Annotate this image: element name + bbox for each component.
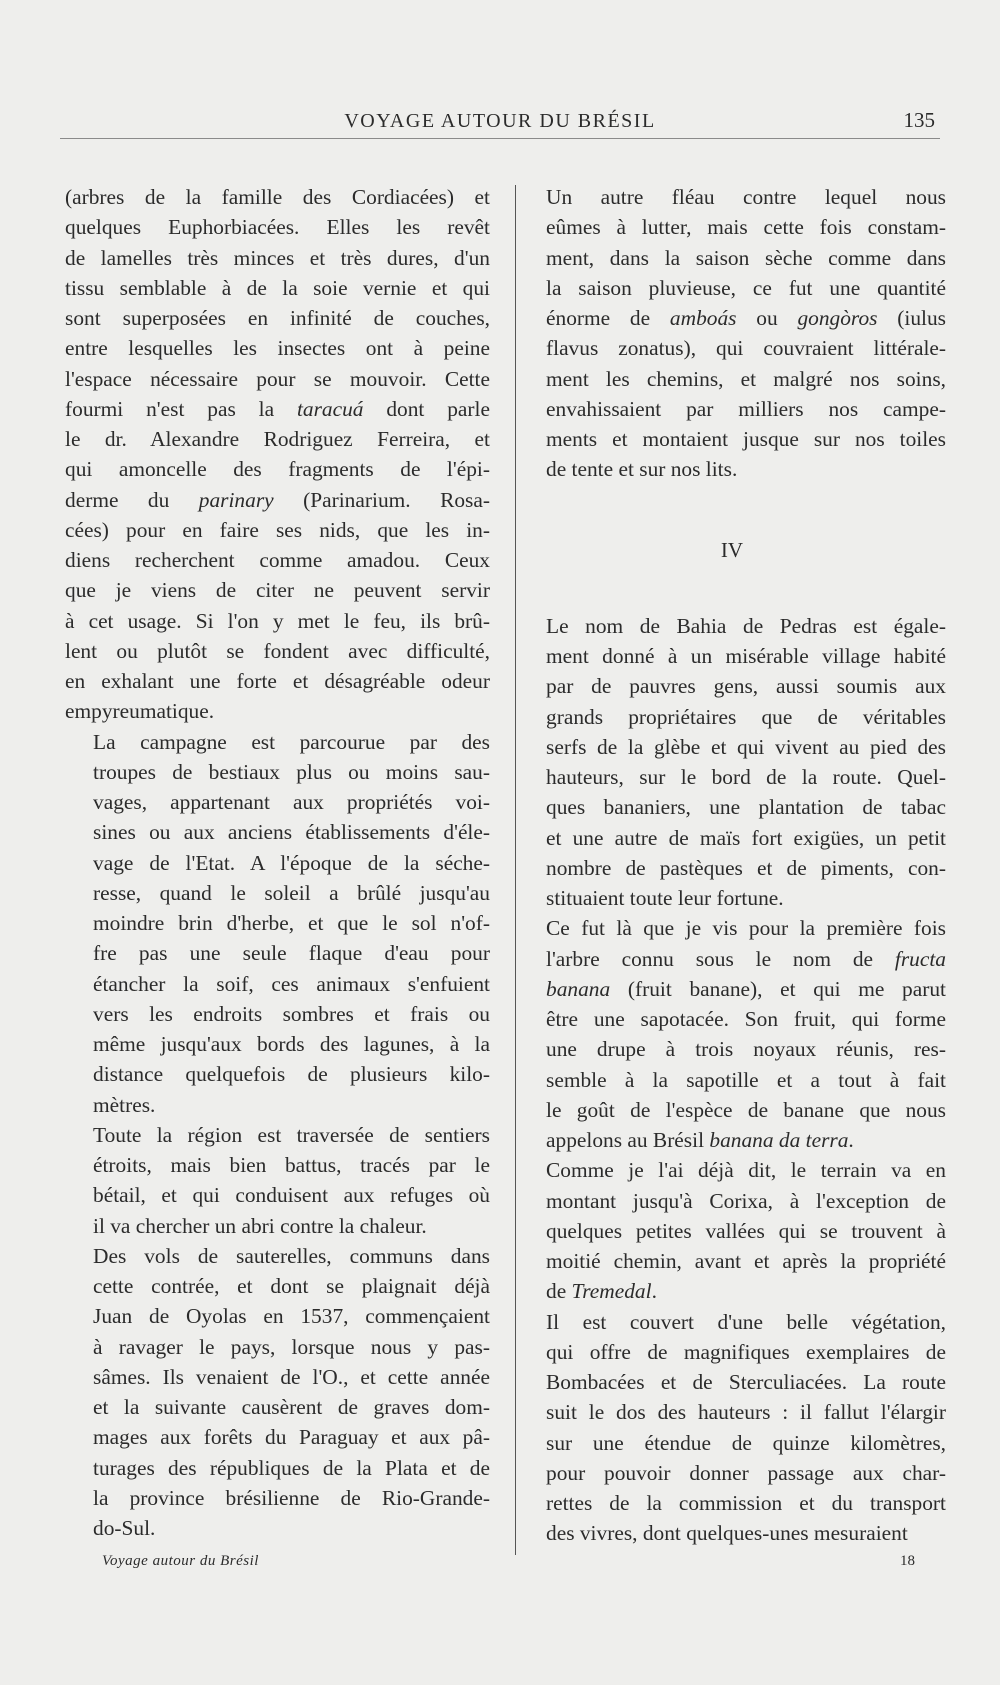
text-line: empyreumatique. <box>65 699 215 724</box>
text-line: troupes de bestiaux plus ou moins sau- <box>93 759 490 784</box>
text-line: étroits, mais bien battus, tracés par le <box>93 1153 490 1177</box>
paragraph <box>518 1307 946 1549</box>
text-line: turages des républiques de la Plata et de <box>93 1455 490 1480</box>
text-line: flavus zonatus), qui couvraient littérale- <box>546 336 946 361</box>
text-line: rettes de la commission et du transport <box>546 1491 946 1515</box>
text-line: étancher la soif, ces animaux s'enfuient <box>93 971 490 996</box>
text-line: cette contrée, et dont se plaignait déjà <box>93 1274 490 1298</box>
text-line: lent ou plutôt se fondent avec difficulté, <box>65 638 490 663</box>
text-line: La campagne est parcourue par des <box>93 729 490 754</box>
right-column <box>518 182 946 1549</box>
text-line: fre pas une seule flaque d'eau pour <box>93 941 490 966</box>
paragraph <box>65 727 490 1120</box>
text-line: il va chercher un abri contre la chaleur. <box>93 1213 427 1238</box>
text-line: par de pauvres gens, aussi soumis aux <box>546 674 946 699</box>
paragraph <box>65 1241 490 1544</box>
text-line: Juan de Oyolas en 1537, commençaient <box>93 1304 490 1329</box>
text-line: à cet usage. Si l'on y met le feu, ils brû- <box>65 608 490 633</box>
text-line: qui offre de magnifiques exemplaires de <box>546 1339 946 1364</box>
text-line: tissu semblable à de la soie vernie et qui <box>65 275 490 300</box>
text-line: diens recherchent comme amadou. Ceux <box>65 548 490 572</box>
text-line: de tente et sur nos lits. <box>546 457 738 482</box>
text-line: hauteurs, sur le bord de la route. Quel- <box>546 765 946 789</box>
text-line: en exhalant une forte et désagréable odeur <box>65 669 490 693</box>
text-line: eûmes à lutter, mais cette fois constam- <box>546 215 946 240</box>
text-line: grands propriétaires que de véritables <box>546 704 946 729</box>
paragraph <box>65 1120 490 1241</box>
running-title: VOYAGE AUTOUR DU BRÉSIL <box>344 110 656 132</box>
text-line: une drupe à trois noyaux réunis, res- <box>546 1037 946 1062</box>
text-line: vers les endroits sombres et frais ou <box>93 1001 490 1026</box>
text-line: Toute la région est traversée de sentiers <box>93 1122 490 1147</box>
paragraph <box>518 611 946 914</box>
footer-book-title: Voyage autour du Brésil <box>102 1553 259 1569</box>
text-line: à ravager le pays, lorsque nous y pas- <box>93 1334 490 1359</box>
text-line: suit le dos des hauteurs : il fallut l'élargir <box>546 1400 946 1425</box>
text-line: bétail, et qui conduisent aux refuges où <box>93 1183 490 1208</box>
text-line: et une autre de maïs fort exigües, un petit <box>546 825 946 850</box>
text-line: envahissaient par milliers nos campe- <box>546 396 946 421</box>
text-line: de Tremedal. <box>546 1279 657 1304</box>
text-line: derme du parinary (Parinarium. Rosa- <box>65 487 490 512</box>
text-line: de lamelles très minces et très dures, d'un <box>65 245 490 270</box>
text-line: ments et montaient jusque sur nos toiles <box>546 427 946 451</box>
text-line: même jusqu'aux bords des lagunes, à la <box>93 1032 490 1056</box>
text-line: do-Sul. <box>93 1516 156 1540</box>
page-number: 135 <box>903 108 935 132</box>
text-line: montant jusqu'à Corixa, à l'exception de <box>546 1188 946 1213</box>
paragraph <box>65 182 490 727</box>
text-line: le dr. Alexandre Rodriguez Ferreira, et <box>65 427 490 451</box>
text-line: ment donné à un misérable village habité <box>546 644 946 668</box>
text-line: moitié chemin, avant et après la propriété <box>546 1249 946 1273</box>
text-line: nombre de pastèques et de piments, con- <box>546 855 946 880</box>
text-line: stituaient toute leur fortune. <box>546 886 784 910</box>
text-line: et la suivante causèrent de graves dom- <box>93 1395 490 1419</box>
text-line: fourmi n'est pas la taracuá dont parle <box>65 396 490 421</box>
page-header <box>60 108 940 139</box>
text-line: qui amoncelle des fragments de l'épi- <box>65 457 490 482</box>
text-line: quelques petites vallées qui se trouvent à <box>546 1218 946 1243</box>
text-line: entre lesquelles les insectes ont à peine <box>65 336 490 361</box>
text-line: des vivres, dont quelques-unes mesuraient <box>546 1521 908 1546</box>
left-column <box>65 182 490 1543</box>
text-line: semble à la sapotille et a tout à fait <box>546 1067 946 1092</box>
text-line: (arbres de la famille des Cordiacées) et <box>65 185 490 209</box>
column-divider <box>515 185 516 1555</box>
text-line: sont superposées en infinité de couches, <box>65 306 490 330</box>
text-line: vage de l'Etat. A l'époque de la séche- <box>93 850 490 875</box>
signature-mark: 18 <box>900 1553 915 1569</box>
text-line: pour pouvoir donner passage aux char- <box>546 1460 946 1485</box>
text-line: Des vols de sauterelles, communs dans <box>93 1243 490 1268</box>
text-line: le goût de l'espèce de banane que nous <box>546 1097 946 1122</box>
text-line: mages aux forêts du Paraguay et aux pâ- <box>93 1425 490 1450</box>
text-line: distance quelquefois de plusieurs kilo- <box>93 1062 490 1087</box>
text-line: énorme de amboás ou gongòros (iulus <box>546 306 946 330</box>
text-line: Il est couvert d'une belle végétation, <box>546 1309 946 1334</box>
text-line: la saison pluvieuse, ce fut une quantité <box>546 275 946 300</box>
text-line: mètres. <box>93 1092 156 1117</box>
text-line: Un autre fléau contre lequel nous <box>546 185 946 209</box>
section-heading: IV <box>720 537 744 562</box>
text-line: l'arbre connu sous le nom de fructa <box>546 946 946 971</box>
text-line: ques bananiers, une plantation de tabac <box>546 795 946 820</box>
paragraph <box>518 913 946 1155</box>
text-line: que je viens de citer ne peuvent servir <box>65 578 490 603</box>
text-line: vages, appartenant aux propriétés voi- <box>93 790 490 814</box>
text-line: quelques Euphorbiacées. Elles les revêt <box>65 215 490 240</box>
text-line: sines ou aux anciens établissements d'éle- <box>93 820 490 845</box>
text-line: sur une étendue de quinze kilomètres, <box>546 1430 946 1455</box>
text-line: banana (fruit banane), et qui me parut <box>546 976 946 1001</box>
text-line: Bombacées et de Sterculiacées. La route <box>546 1370 946 1394</box>
text-line: ment, dans la saison sèche comme dans <box>546 245 946 270</box>
text-line: Le nom de Bahia de Pedras est égale- <box>546 613 946 638</box>
text-line: Comme je l'ai déjà dit, le terrain va en <box>546 1158 946 1183</box>
text-line: moindre brin d'herbe, et que le sol n'of- <box>93 911 490 935</box>
text-line: appelons au Brésil banana da terra. <box>546 1128 854 1152</box>
text-line: Ce fut là que je vis pour la première fois <box>546 916 946 941</box>
text-line: resse, quand le soleil a brûlé jusqu'au <box>93 880 490 905</box>
text-line: être une sapotacée. Son fruit, qui forme <box>546 1007 946 1031</box>
text-line: cées) pour en faire ses nids, que les in- <box>65 517 490 542</box>
text-line: sâmes. Ils venaient de l'O., et cette année <box>93 1364 490 1389</box>
text-line: la province brésilienne de Rio-Grande- <box>93 1485 490 1510</box>
text-line: l'espace nécessaire pour se mouvoir. Cette <box>65 366 490 391</box>
text-line: ment les chemins, et malgré nos soins, <box>546 366 946 391</box>
text-line: serfs de la glèbe et qui vivent au pied des <box>546 734 946 759</box>
paragraph <box>518 1155 946 1306</box>
paragraph <box>518 182 946 485</box>
